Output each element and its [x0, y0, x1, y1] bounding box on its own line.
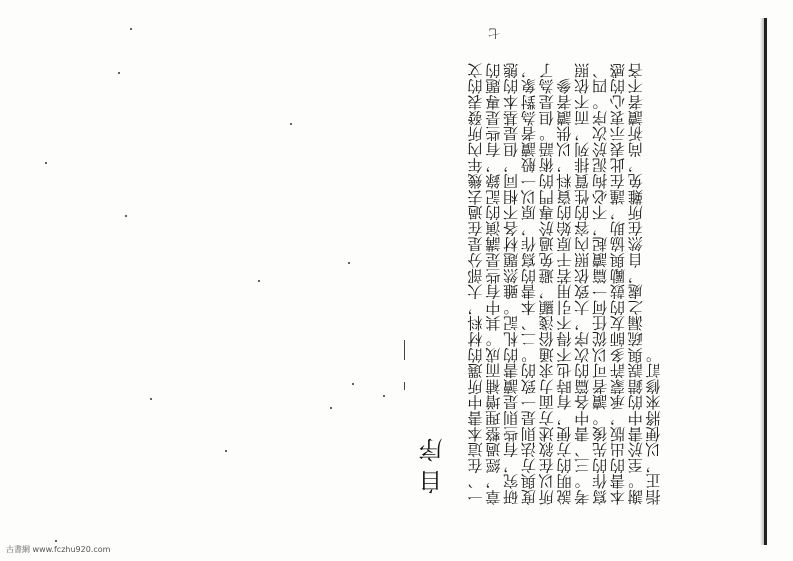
- scan-speck: [352, 383, 354, 385]
- scan-speck: [225, 450, 227, 452]
- scan-speck: [130, 28, 132, 30]
- scan-speck: [118, 72, 120, 74]
- chapter-heading: 自序: [419, 430, 447, 494]
- book-spine-edge: [764, 18, 767, 545]
- page-number: 七: [488, 26, 501, 40]
- gutter-mark: [404, 340, 405, 360]
- scan-speck: [150, 398, 152, 400]
- scan-speck: [383, 395, 385, 397]
- scan-speck: [258, 280, 260, 282]
- site-watermark: 古書網 www.fczhu920.com: [6, 545, 111, 554]
- scan-speck: [330, 407, 332, 409]
- scan-speck: [55, 540, 57, 542]
- scan-speck: [125, 215, 127, 217]
- scan-speck: [290, 123, 292, 125]
- preface-body-text: [468, 60, 758, 505]
- preface-paragraph: 一、在這本書中所選的材料，大部分是在過去幾年內所發表的文章，經過整理增補而成。其中有些是講演的記錄，有些是專題的研究，有些則是讀書的札記。雖然題材各不相同，但是基本的態度與方法則是一致的。二、本書的寫作，原以一般讀者為對象，所以在敘述方面力求通俗淺顯，避免過於專門的術語。但是為了說明的方便，有時也不得不引用若干原始的資料，以供讀者參考。三、書中各篇的次序，大致依照內容的性質排列，而不依照寫作的先後。讀者可以從任何一篇讀起，不必拘泥於次序。四、本書的出版，承蒙許多師友的鼓勵與協助，謹在此表示衷心的感謝。至於書中的錯誤與疏漏之處，自然在所難免，尚祈讀者不吝指正，以便將來修訂。: [467, 62, 663, 505]
- scan-speck: [348, 262, 350, 264]
- gutter-mark: [404, 382, 405, 390]
- scan-speck: [45, 162, 47, 164]
